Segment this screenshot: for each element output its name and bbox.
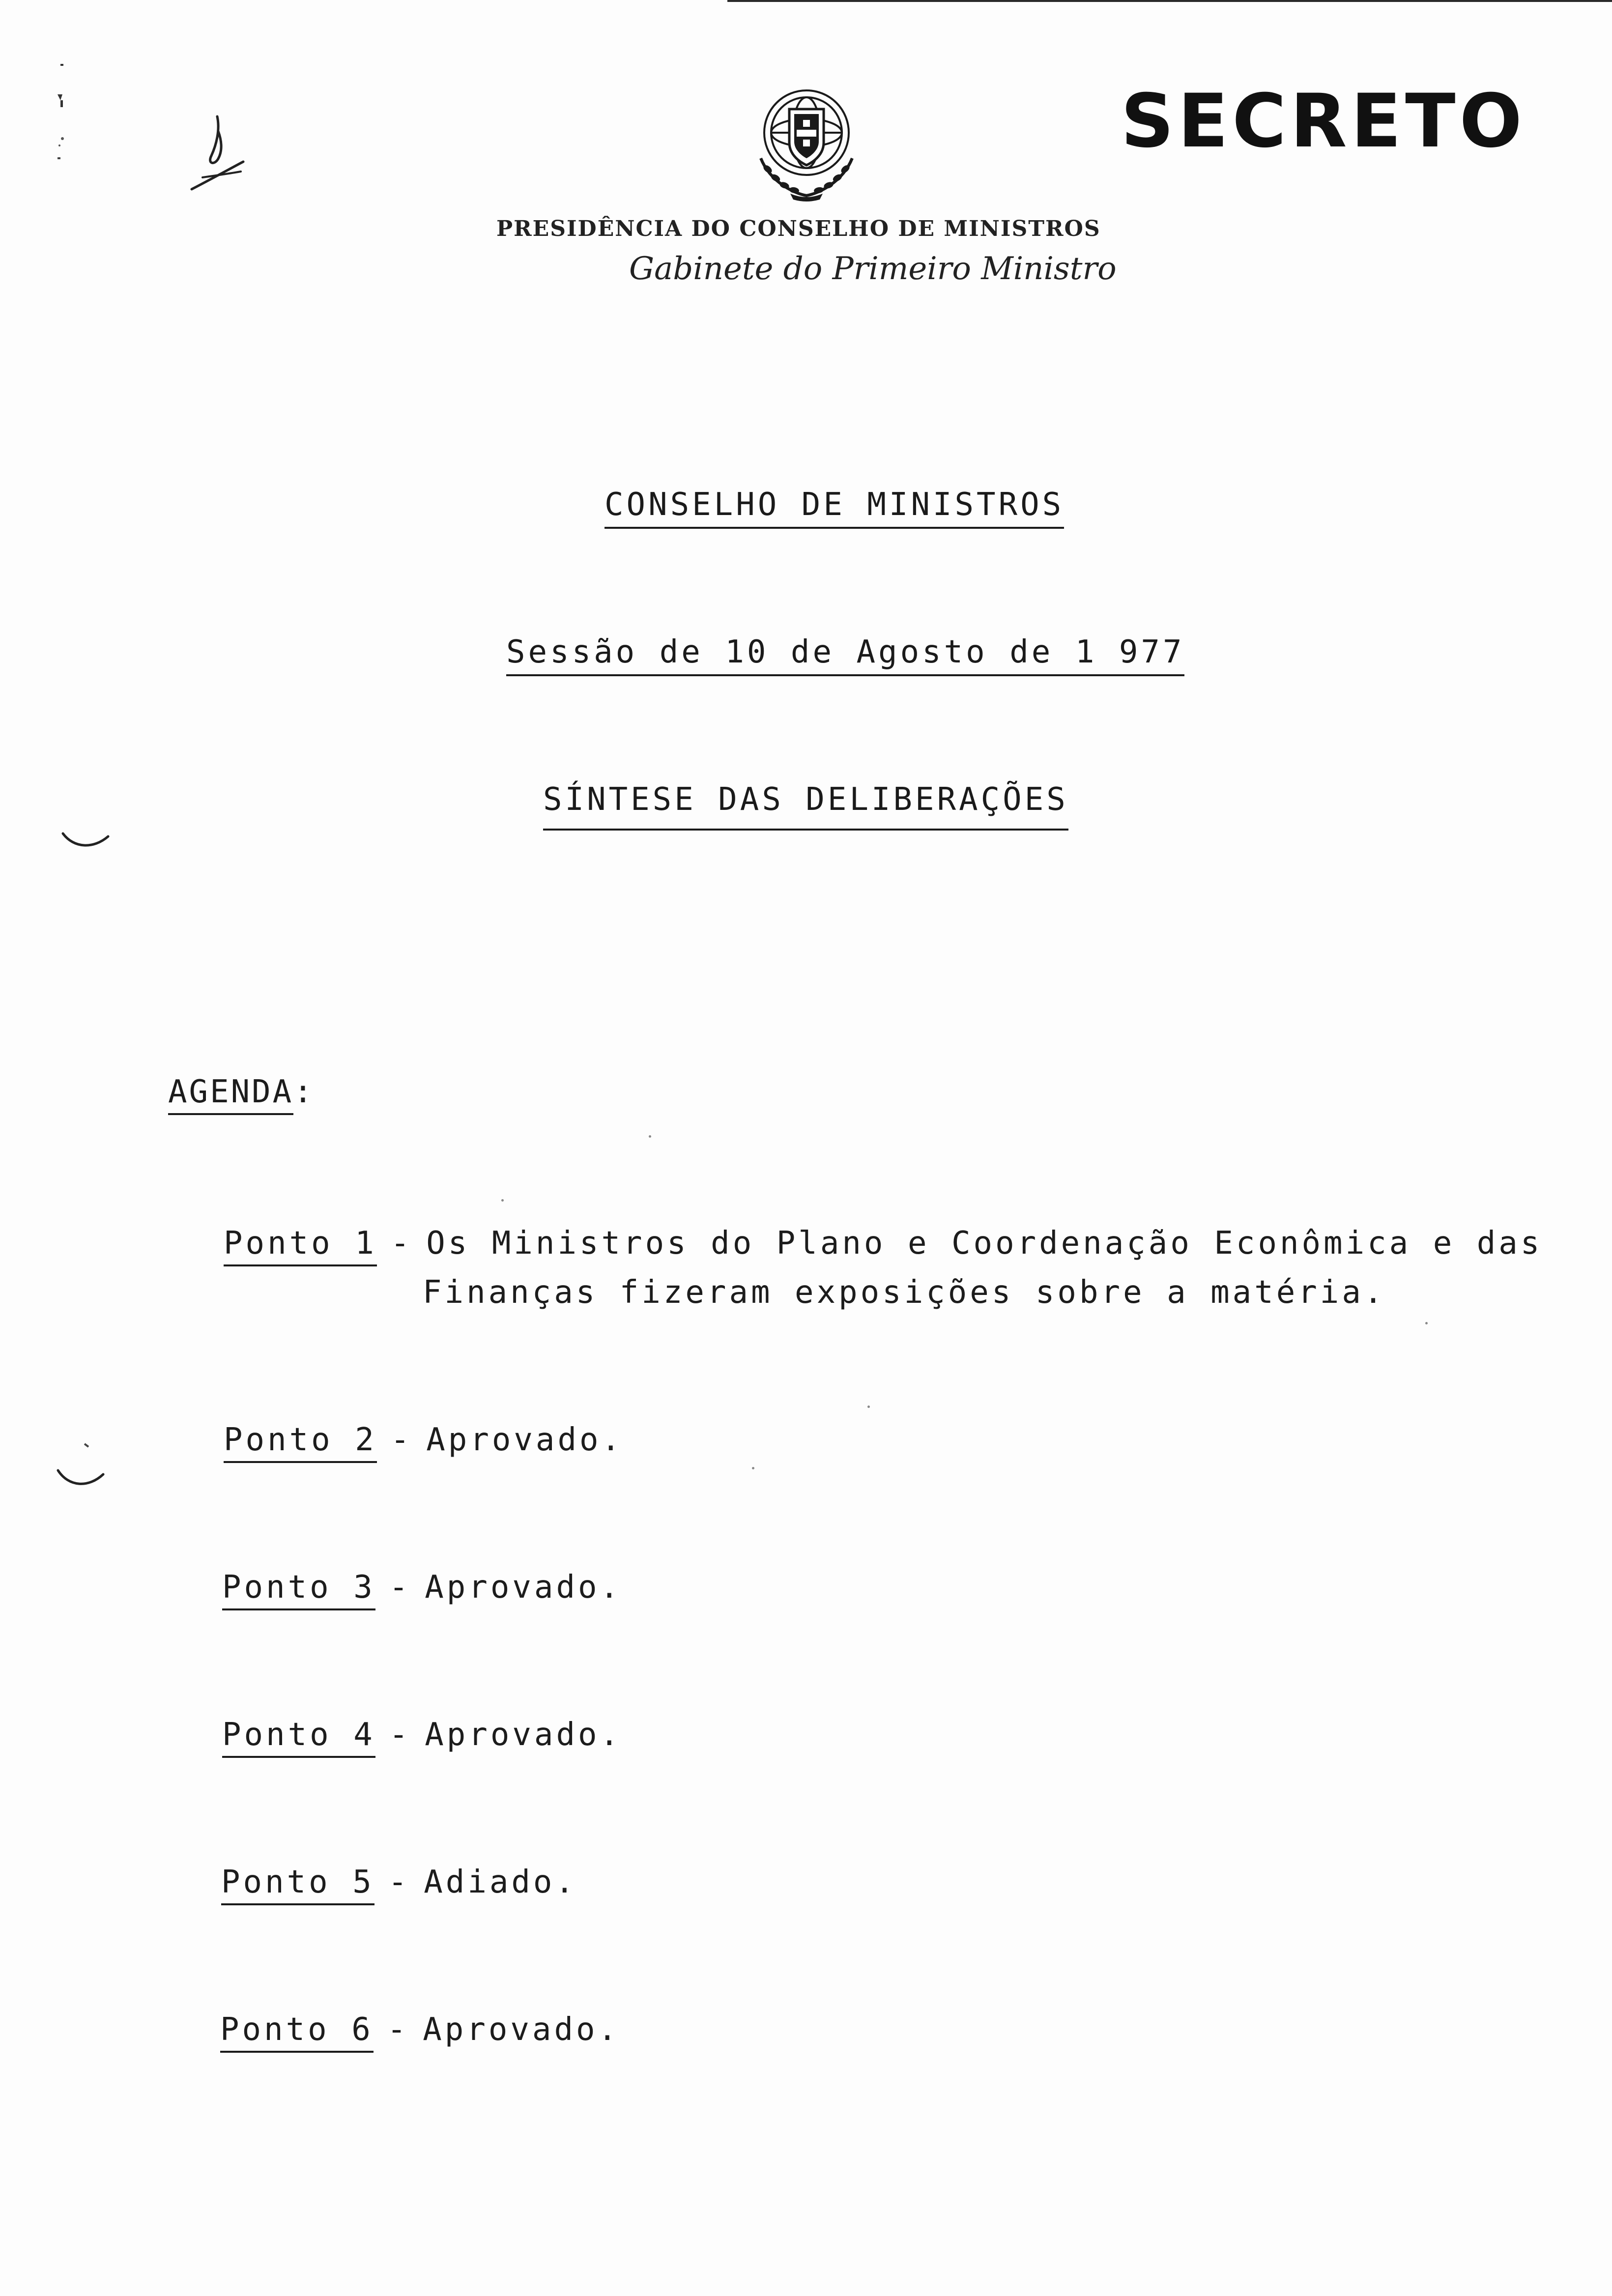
agenda-item-separator: - <box>388 1864 410 1900</box>
agenda-item-3 <box>222 1563 622 1612</box>
agenda-item-separator: - <box>389 1569 411 1606</box>
punch-hole-mark <box>59 831 113 850</box>
letterhead-cabinet: Gabinete do Primeiro Ministro <box>629 251 1117 287</box>
agenda-item-separator: - <box>387 2011 409 2048</box>
agenda-label: AGENDA <box>168 1074 293 1115</box>
council-heading-text: CONSELHO DE MINISTROS <box>604 487 1064 529</box>
agenda-item-label: Ponto 4 <box>222 1716 375 1758</box>
scan-speck <box>752 1467 754 1469</box>
agenda-item-separator: - <box>390 1422 413 1458</box>
council-heading <box>604 487 1064 529</box>
session-heading <box>506 634 1184 676</box>
agenda-item-text: Aprovado. <box>425 1717 622 1753</box>
scan-speck <box>501 1199 504 1202</box>
scan-speck <box>649 1135 651 1138</box>
agenda-item-label: Ponto 5 <box>221 1863 374 1905</box>
summary-heading <box>543 781 1068 831</box>
agenda-item-2 <box>224 1415 623 1464</box>
portuguese-coat-of-arms-icon <box>751 85 862 201</box>
agenda-item-label: Ponto 3 <box>222 1568 375 1610</box>
agenda-item-text: Aprovado. <box>425 1569 622 1606</box>
agenda-item-text: Aprovado. <box>426 1422 624 1458</box>
agenda-item-separator: - <box>389 1717 411 1753</box>
top-edge-rule <box>727 0 1612 2</box>
handwritten-initials <box>182 111 251 199</box>
agenda-colon: : <box>293 1074 315 1110</box>
agenda-item-4 <box>222 1710 622 1759</box>
agenda-item-text: Adiado. <box>424 1864 577 1900</box>
agenda-item-text: Aprovado. <box>423 2011 620 2048</box>
agenda-heading <box>168 1074 315 1110</box>
agenda-item-label: Ponto 2 <box>224 1421 377 1463</box>
agenda-item-text: Os Ministros do Plano e Coordenação Econômica e das <box>426 1225 1543 1262</box>
summary-heading-text: SÍNTESE DAS DELIBERAÇÕES <box>543 781 1068 831</box>
edge-marks <box>47 59 76 177</box>
scan-speck <box>1425 1322 1428 1324</box>
agenda-item-5 <box>221 1858 577 1907</box>
classification-stamp: SECRETO <box>1121 79 1526 164</box>
letterhead-office: PRESIDÊNCIA DO CONSELHO DE MINISTROS <box>496 216 1101 241</box>
agenda-item-separator: - <box>390 1225 413 1262</box>
session-heading-text: Sessão de 10 de Agosto de 1 977 <box>506 634 1184 676</box>
scan-speck <box>867 1406 870 1408</box>
agenda-item-continuation: Finanças fizeram exposições sobre a matéria. <box>423 1274 1386 1311</box>
agenda-item-6 <box>220 2005 620 2054</box>
punch-hole-mark <box>54 1440 108 1494</box>
agenda-item-label: Ponto 1 <box>224 1224 377 1266</box>
agenda-item-label: Ponto 6 <box>220 2010 374 2053</box>
agenda-item-1 <box>224 1219 1543 1311</box>
